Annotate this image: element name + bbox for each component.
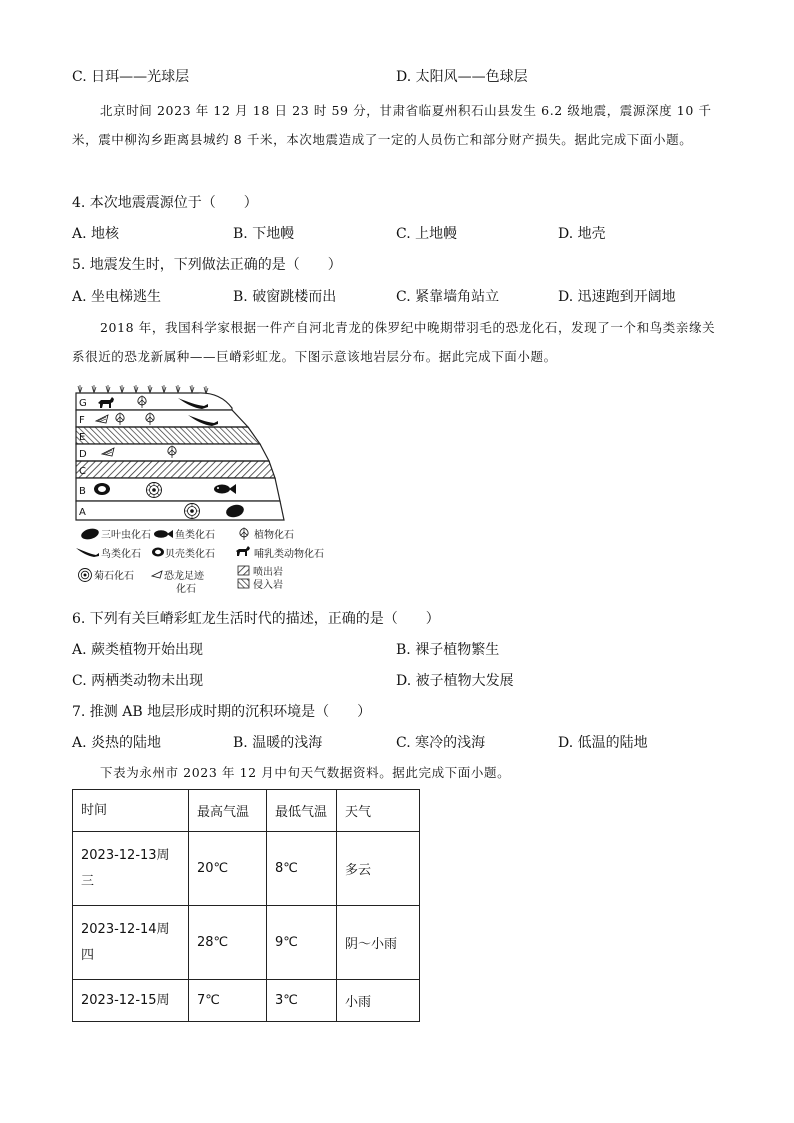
layer-label-c: C [79, 466, 86, 477]
table-row [73, 980, 420, 1022]
date-line1: 2023-12-13周 [81, 847, 170, 863]
table-cell-weather: 多云 [337, 832, 420, 906]
legend-plant: 植物化石 [254, 530, 294, 541]
passage-earthquake-text: 北京时间 2023 年 12 月 18 日 23 时 59 分，甘肃省临夏州积石山县发生 6.2 级地震，震源深度 10 千米，震中柳沟乡距离县城约 8 千米，本次地震造成了一定的人员伤亡和部分财产损失。据此完成下面小题。 [72, 103, 712, 147]
legend-shell: 贝壳类化石 [165, 549, 215, 560]
ammonite-legend-icon [79, 569, 92, 582]
q6-option-b: B. 裸子植物繁生 [396, 642, 500, 658]
q5-option-d: D. 迅速跑到开阔地 [558, 289, 676, 305]
extrusive-legend-swatch [238, 566, 249, 575]
legend-footprint-line2: 化石 [176, 584, 196, 595]
table-cell-date [73, 906, 189, 980]
layer-label-d: D [79, 449, 87, 460]
table-row [73, 906, 420, 980]
table-header-cell: 时间 [73, 790, 189, 832]
weather-table [72, 789, 420, 1022]
q7-option-d: D. 低温的陆地 [558, 735, 648, 751]
q4-option-a: A. 地核 [72, 226, 120, 242]
legend-bird: 鸟类化石 [101, 549, 141, 560]
table-cell-low: 9℃ [267, 906, 337, 980]
passage-weather-text: 下表为永州市 2023 年 12 月中旬天气数据资料。据此完成下面小题。 [100, 765, 511, 780]
shell-legend-icon [152, 548, 164, 557]
passage-earthquake [72, 96, 722, 154]
passage-weather [72, 758, 722, 787]
q5-option-b: B. 破窗跳楼而出 [233, 289, 337, 305]
legend-ammonite: 菊石化石 [94, 571, 134, 582]
table-cell-weather: 小雨 [337, 980, 420, 1022]
table-cell-date [73, 832, 189, 906]
passage-dinosaur-text: 2018 年，我国科学家根据一件产自河北青龙的侏罗纪中晚期带羽毛的恐龙化石，发现了一个和鸟类亲缘关系很近的恐龙新属种——巨嵴彩虹龙。下图示意该地岩层分布。据此完成下面小题。 [72, 320, 716, 364]
legend-fish: 鱼类化石 [175, 530, 215, 541]
table-cell-low: 8℃ [267, 832, 337, 906]
date-line2: 三 [81, 873, 95, 889]
legend [76, 527, 324, 595]
q3-option-c: C. 日珥——光球层 [72, 69, 190, 85]
legend-extrusive: 喷出岩 [253, 567, 283, 578]
layer-label-a: A [79, 507, 86, 518]
q7-option-a: A. 炎热的陆地 [72, 735, 162, 751]
layer-label-b: B [79, 486, 86, 497]
mammal-legend-icon [236, 546, 250, 556]
legend-mammal: 哺乳类动物化石 [254, 549, 324, 560]
table-cell-high: 20℃ [189, 832, 267, 906]
q7-stem: 7. 推测 AB 地层形成时期的沉积环境是（ ） [72, 704, 372, 720]
q4-option-c: C. 上地幔 [396, 226, 458, 242]
q6-option-c: C. 两栖类动物未出现 [72, 673, 204, 689]
layer-g [76, 393, 232, 410]
footprint-legend-icon [152, 571, 162, 578]
table-cell-high: 7℃ [189, 980, 267, 1022]
plant-legend-icon [240, 528, 248, 540]
table-cell-low: 3℃ [267, 980, 337, 1022]
table-header-cell: 最高气温 [189, 790, 267, 832]
q3-option-d: D. 太阳风——色球层 [396, 69, 528, 85]
q6-option-d: D. 被子植物大发展 [396, 673, 514, 689]
ammonite-fossil-icon [147, 483, 162, 498]
passage-dinosaur [72, 313, 722, 371]
rock-strata-figure [70, 380, 340, 595]
q7-option-c: C. 寒冷的浅海 [396, 735, 486, 751]
layer-label-f: F [79, 415, 85, 426]
table-header-cell: 天气 [337, 790, 420, 832]
layer-label-e: E [79, 432, 86, 443]
q7-option-b: B. 温暖的浅海 [233, 735, 323, 751]
q5-stem: 5. 地震发生时，下列做法正确的是（ ） [72, 257, 342, 273]
layer-e [76, 427, 260, 444]
legend-footprint-line1: 恐龙足迹 [164, 571, 204, 582]
q5-option-a: A. 坐电梯逃生 [72, 289, 162, 305]
q4-stem: 4. 本次地震震源位于（ ） [72, 195, 258, 211]
intrusive-legend-swatch [238, 579, 249, 588]
q5-option-c: C. 紧靠墙角站立 [396, 289, 500, 305]
bird-legend-icon [76, 548, 99, 557]
table-header-row [73, 790, 420, 832]
shell-fossil-icon [94, 483, 110, 495]
date-line1: 2023-12-14周 [81, 921, 170, 937]
table-row [73, 832, 420, 906]
layer-c [76, 461, 275, 478]
table-cell-weather: 阴～小雨 [337, 906, 420, 980]
table-cell-date: 2023-12-15周 [73, 980, 189, 1022]
legend-intrusive: 侵入岩 [253, 580, 283, 591]
fish-legend-icon [154, 530, 173, 538]
q6-stem: 6. 下列有关巨嵴彩虹龙生活时代的描述，正确的是（ ） [72, 611, 440, 627]
layer-a [76, 501, 284, 520]
q4-option-b: B. 下地幔 [233, 226, 295, 242]
trilobite-legend-icon [80, 527, 100, 541]
date-line2: 四 [81, 947, 95, 963]
table-cell-high: 28℃ [189, 906, 267, 980]
legend-trilobite: 三叶虫化石 [101, 530, 151, 541]
table-header-cell: 最低气温 [267, 790, 337, 832]
q6-option-a: A. 蕨类植物开始出现 [72, 642, 204, 658]
ammonite-fossil-icon [185, 504, 200, 519]
q4-option-d: D. 地壳 [558, 226, 606, 242]
layer-label-g: G [79, 398, 87, 409]
